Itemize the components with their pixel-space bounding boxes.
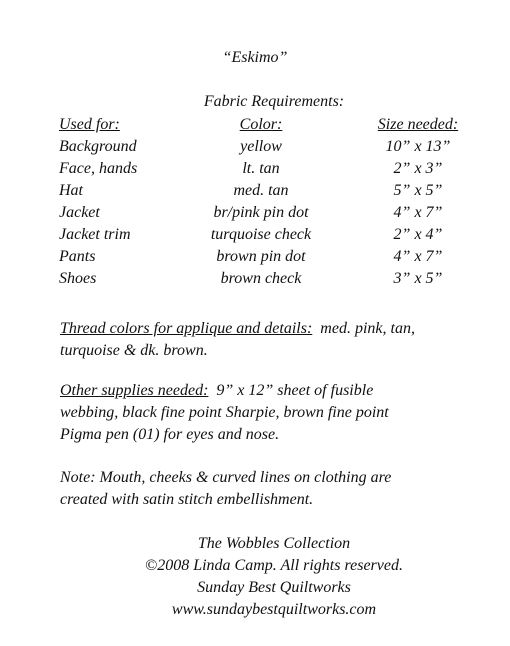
- thread-colors-line-2: turquoise & dk. brown.: [60, 342, 208, 359]
- note-paragraph: [60, 467, 500, 511]
- other-supplies-label: Other supplies needed:: [60, 382, 209, 399]
- color-cell: turquoise check: [210, 226, 312, 243]
- color-cell: brown check: [220, 270, 302, 287]
- thread-colors-label: Thread colors for applique and details:: [60, 320, 313, 337]
- size-cell: 4” x 7”: [393, 204, 443, 221]
- table-row: [59, 180, 499, 202]
- other-supplies-paragraph: [60, 380, 500, 446]
- other-supplies-line-2: webbing, black fine point Sharpie, brown fine point: [60, 404, 389, 421]
- used-for-cell: Jacket: [59, 204, 100, 221]
- company-name: Sunday Best Quiltworks: [197, 579, 351, 596]
- note-line-2: created with satin stitch embellishment.: [60, 491, 314, 508]
- color-cell: yellow: [240, 138, 282, 155]
- table-row: [59, 136, 499, 158]
- size-cell: 4” x 7”: [393, 248, 443, 265]
- column-header-used-for: Used for:: [59, 116, 120, 133]
- size-cell: 5” x 5”: [393, 182, 443, 199]
- thread-colors-line-1: med. pink, tan,: [320, 320, 415, 337]
- size-cell: 10” x 13”: [385, 138, 451, 155]
- size-cell: 2” x 4”: [393, 226, 443, 243]
- website-url: www.sundaybestquiltworks.com: [171, 601, 377, 618]
- column-header-size-needed: Size needed:: [377, 116, 459, 133]
- table-header-row: [59, 114, 499, 136]
- copyright-notice: ©2008 Linda Camp. All rights reserved.: [145, 557, 403, 574]
- color-cell: br/pink pin dot: [213, 204, 309, 221]
- table-row: [59, 224, 499, 246]
- size-cell: 3” x 5”: [393, 270, 443, 287]
- collection-name: The Wobbles Collection: [197, 535, 351, 552]
- used-for-cell: Shoes: [59, 270, 97, 287]
- table-row: [59, 246, 499, 268]
- thread-colors-paragraph: [60, 318, 500, 362]
- used-for-cell: Pants: [59, 248, 96, 265]
- footer-credits: [0, 533, 510, 621]
- color-cell: med. tan: [233, 182, 289, 199]
- table-row: [59, 202, 499, 224]
- used-for-cell: Background: [59, 138, 137, 155]
- fabric-requirements-table: [59, 114, 499, 290]
- color-cell: brown pin dot: [216, 248, 306, 265]
- table-row: [59, 268, 499, 290]
- fabric-requirements-heading: Fabric Requirements:: [203, 93, 345, 110]
- pattern-title: “Eskimo”: [222, 49, 288, 66]
- used-for-cell: Face, hands: [59, 160, 138, 177]
- used-for-cell: Jacket trim: [59, 226, 131, 243]
- size-cell: 2” x 3”: [393, 160, 443, 177]
- used-for-cell: Hat: [59, 182, 83, 199]
- color-cell: lt. tan: [242, 160, 280, 177]
- other-supplies-line-3: Pigma pen (01) for eyes and nose.: [60, 426, 280, 443]
- table-row: [59, 158, 499, 180]
- note-line-1: Note: Mouth, cheeks & curved lines on clothing are: [60, 469, 392, 486]
- column-header-color: Color:: [239, 116, 283, 133]
- other-supplies-line-1: 9” x 12” sheet of fusible: [216, 382, 374, 399]
